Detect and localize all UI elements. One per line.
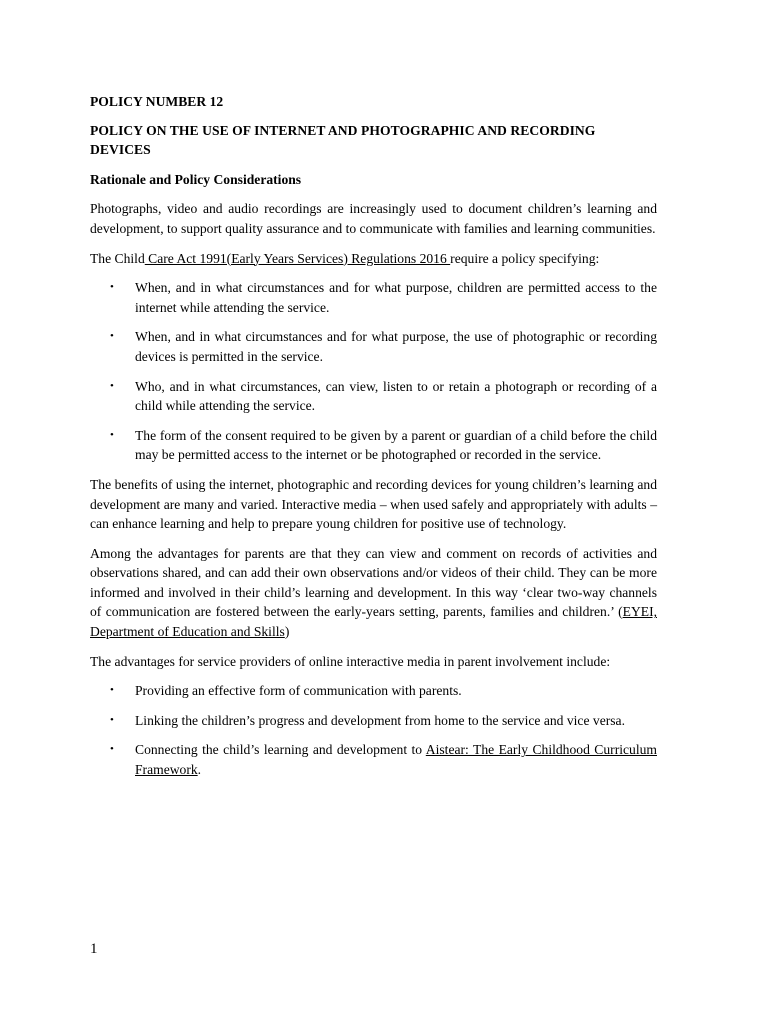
paragraph-regulations	[90, 249, 657, 269]
list-item	[90, 377, 657, 416]
requirements-list	[90, 278, 657, 465]
list-item	[90, 426, 657, 465]
bullet-icon: •	[110, 684, 114, 697]
paragraph-benefits: The benefits of using the internet, photographic and recording devices for young children’s learning and development are many and varied. Interactive media – when used safely and appropriately with adults – can enhance learning and help to prepare young children for positive use of technology.	[90, 476, 657, 532]
list-item	[90, 278, 657, 317]
advantages-list	[90, 681, 657, 779]
policy-title: POLICY ON THE USE OF INTERNET AND PHOTOGRAPHIC AND RECORDING DEVICES	[90, 122, 596, 158]
regulations-prefix: The Child	[90, 250, 145, 266]
list-item-text	[135, 742, 657, 777]
section-heading: Rationale and Policy Considerations	[90, 171, 302, 187]
list-item-text: Providing an effective form of communication with parents.	[135, 683, 462, 699]
aistear-prefix: Connecting the child’s learning and development to	[135, 742, 426, 758]
list-item-text: When, and in what circumstances and for what purpose, children are permitted access to the internet while attending the service.	[135, 280, 657, 315]
list-item-text: Linking the children’s progress and development from home to the service and vice versa.	[135, 712, 625, 728]
list-item-text: The form of the consent required to be given by a parent or guardian of a child before the child may be permitted access to the internet or be photographed or recorded in the service.	[135, 427, 657, 463]
list-item	[90, 327, 657, 366]
paragraph-provider-advantages: The advantages for service providers of online interactive media in parent involvement include:	[90, 653, 611, 669]
policy-number: POLICY NUMBER 12	[90, 94, 224, 109]
list-item-text: When, and in what circumstances and for what purpose, the use of photographic or recording devices is permitted in the service.	[135, 329, 657, 364]
regulations-link[interactable]: Care Act 1991(Early Years Services) Regulations 2016	[144, 250, 451, 266]
bullet-icon: •	[110, 428, 114, 441]
bullet-icon: •	[110, 330, 114, 343]
list-item	[90, 711, 657, 731]
parent-advantages-suffix: )	[284, 624, 290, 640]
paragraph-parent-advantages	[90, 544, 657, 642]
bullet-icon: •	[110, 713, 114, 726]
list-item	[90, 681, 657, 701]
bullet-icon: •	[110, 743, 114, 756]
paragraph-intro: Photographs, video and audio recordings are increasingly used to document children’s learning and development, to support quality assurance and to communicate with families and learning communities.	[90, 201, 657, 236]
page-number: 1	[90, 941, 98, 957]
list-item	[90, 740, 657, 779]
document-page	[90, 92, 657, 790]
bullet-icon: •	[110, 379, 114, 392]
regulations-suffix: require a policy specifying:	[450, 250, 600, 266]
parent-advantages-text: Among the advantages for parents are that they can view and comment on records of activities and observations shared, and can add their own observations and/or videos of their child. They can be more informed and involved in their child’s learning and development. In this way ‘clear two-way channels of communication are fostered between the early-years setting, parents, families and children.’ (	[90, 545, 657, 620]
eyei-link[interactable]: EYEI, Department of Education and Skills	[90, 604, 657, 640]
bullet-icon: •	[110, 281, 114, 294]
aistear-suffix: .	[197, 762, 202, 778]
aistear-link[interactable]: Aistear: The Early Childhood Curriculum Framework	[135, 742, 657, 778]
list-item-text: Who, and in what circumstances, can view, listen to or retain a photograph or recording of a child while attending the service.	[135, 378, 657, 414]
